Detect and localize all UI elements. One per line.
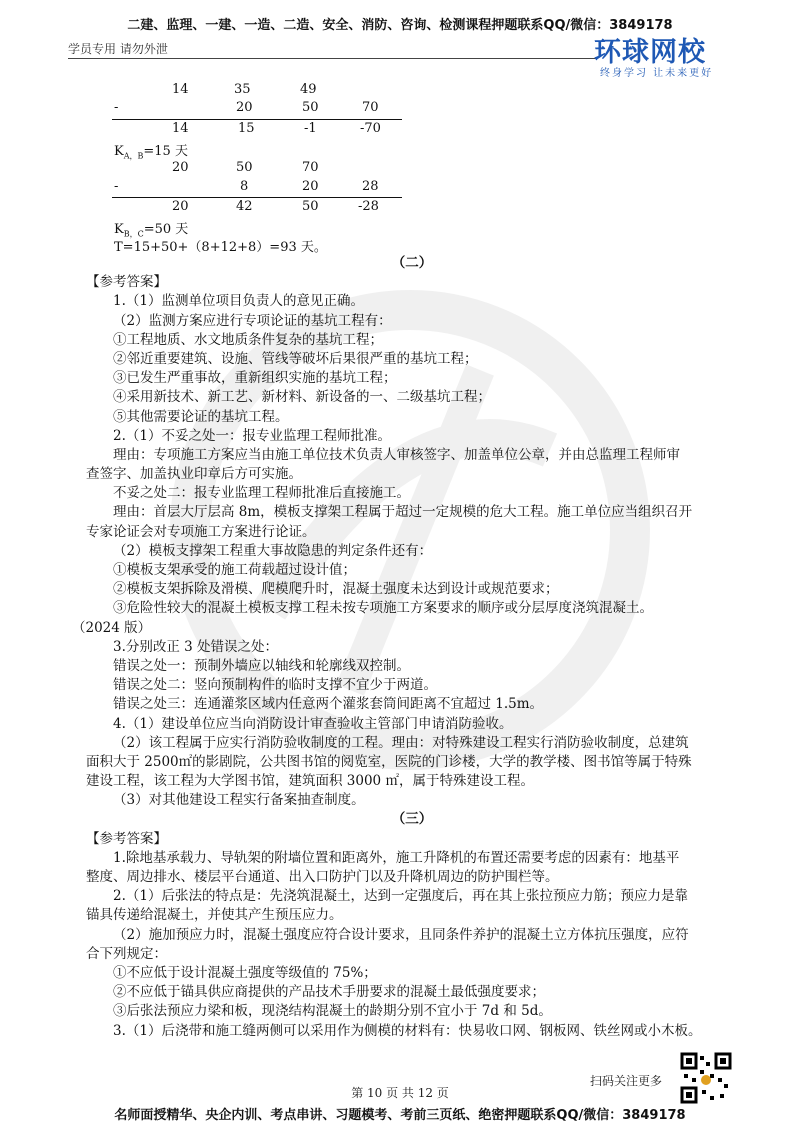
- calc-cell: -1: [304, 121, 317, 136]
- calc-cell: 8: [240, 179, 249, 194]
- calc-cell: 70: [302, 160, 319, 175]
- total-duration: T=15+50+（8+12+8）=93 天。: [114, 240, 327, 255]
- k-value: =50 天: [143, 222, 189, 237]
- calc-cell: 20: [172, 160, 189, 175]
- text-line: ③已发生严重事故，重新组织实施的基坑工程；: [113, 370, 397, 387]
- text-line: （2）施加预应力时，混凝土强度应符合设计要求，且同条件养护的混凝土立方体抗压强度，应符: [113, 926, 689, 943]
- text-line: 【参考答案】: [86, 830, 167, 847]
- calc-rule: [112, 119, 402, 120]
- footer-contact: 名师面授精华、央企内训、考点串讲、习题模考、考前三页纸、绝密押题联系QQ/微信：3849178: [114, 1108, 686, 1123]
- text-line: 错误之处二：竖向预制构件的临时支撑不宜少于两道。: [113, 677, 437, 694]
- text-line: ⑤其他需要论证的基坑工程。: [113, 408, 289, 425]
- text-line: 2.（1）后张法的特点是：先浇筑混凝土，达到一定强度后，再在其上张拉预应力筋；预应力是靠: [113, 888, 688, 905]
- k-subscript: A，B: [123, 151, 144, 161]
- calc-cell: 20: [172, 199, 189, 214]
- text-line: 合下列规定：: [86, 945, 167, 962]
- text-line: 3.分别改正 3 处错误之处：: [113, 638, 279, 655]
- text-line: 【参考答案】: [86, 274, 167, 291]
- calc-cell: -: [114, 100, 119, 115]
- calc-cell: 15: [238, 121, 255, 136]
- text-line: （2）该工程属于应实行消防验收制度的工程。理由：对特殊建设工程实行消防验收制度，总建筑: [113, 734, 689, 751]
- text-line: 理由：首层大厅层高 8m，模板支撑架工程属于超过一定规模的危大工程。施工单位应当组织召开: [113, 504, 693, 521]
- text-line: ①不应低于设计混凝土强度等级值的 75%；: [113, 964, 377, 981]
- page-number: 第 10 页 共 12 页: [351, 1086, 449, 1100]
- logo-slogan: 终身学习 让未来更好: [600, 68, 714, 79]
- calc-cell: 20: [302, 179, 319, 194]
- text-line: 错误之处三：连通灌浆区域内任意两个灌浆套筒间距离不宜超过 1.5m。: [113, 696, 544, 713]
- calc-cell: -28: [358, 199, 379, 214]
- calc-cell: 50: [236, 160, 253, 175]
- calc-cell: 50: [302, 100, 319, 115]
- text-line: 错误之处一：预制外墙应以轴线和轮廓线双控制。: [113, 657, 410, 674]
- calc-cell: 70: [362, 100, 379, 115]
- header-notice: 学员专用 请勿外泄: [68, 42, 168, 56]
- text-line: ①模板支架承受的施工荷载超过设计值；: [113, 562, 356, 578]
- text-line: 面积大于 2500㎡的影剧院，公共图书馆的阅览室，医院的门诊楼，大学的教学楼、图书馆等属于特殊: [86, 753, 692, 770]
- header-contact: 二建、监理、一建、一造、二造、安全、消防、咨询、检测课程押题联系QQ/微信：3849178: [127, 18, 673, 33]
- text-line: （2）模板支撑架工程重大事故隐患的判定条件还有：: [113, 542, 433, 559]
- text-line: 4.（1）建设单位应当向消防设计审查验收主管部门申请消防验收。: [113, 715, 513, 732]
- calc-cell: 28: [362, 179, 379, 194]
- text-line: 1.除地基承载力、导轨架的附墙位置和距离外，施工升降机的布置还需要考虑的因素有：地基平: [113, 849, 680, 866]
- text-line: （2024 版）: [72, 619, 152, 636]
- text-line: ②不应低于锚具供应商提供的产品技术手册要求的混凝土最低强度要求；: [113, 984, 545, 1001]
- k-subscript: B，C: [123, 229, 144, 239]
- calc-cell: 14: [172, 121, 189, 136]
- calc-cell: 14: [172, 82, 189, 97]
- calc-cell: -: [114, 179, 119, 194]
- calc-cell: 49: [300, 82, 317, 97]
- text-line: 专家论证会对专项施工方案进行论证。: [86, 523, 316, 540]
- text-line: （3）对其他建设工程实行备案抽查制度。: [113, 792, 365, 809]
- text-line: （2）监测方案应进行专项论证的基坑工程有：: [113, 312, 392, 329]
- text-line: 2.（1）不妥之处一：报专业监理工程师批准。: [113, 427, 391, 444]
- text-line: 查签字、加盖执业印章后方可实施。: [86, 466, 302, 483]
- text-line: ①工程地质、水文地质条件复杂的基坑工程；: [113, 331, 383, 348]
- answer-text: [72, 254, 738, 1041]
- qr-caption: 扫码关注更多: [590, 1074, 663, 1088]
- calc-cell: 35: [234, 82, 251, 97]
- text-line: ④采用新技术、新工艺、新材料、新设备的一、二级基坑工程；: [113, 389, 491, 406]
- text-line: 3.（1）后浇带和施工缝两侧可以采用作为侧模的材料有：快易收口网、钢板网、铁丝网或小木板。: [113, 1022, 702, 1039]
- calc-rule: [112, 197, 402, 198]
- k-value: =15 天: [143, 144, 188, 159]
- text-line: 锚具传递给混凝土，并使其产生预压应力。: [86, 907, 343, 924]
- section-heading: （二）: [391, 255, 433, 271]
- text-line: 1.（1）监测单位项目负责人的意见正确。: [113, 293, 364, 310]
- calc-cell: 42: [236, 199, 253, 214]
- calculation-block: [0, 0, 800, 260]
- section-heading: （三）: [391, 811, 433, 828]
- text-line: 建设工程，该工程为大学图书馆，建筑面积 3000 ㎡，属于特殊建设工程。: [86, 773, 534, 790]
- k-symbol: K: [114, 144, 124, 159]
- k-ab-result: [114, 140, 188, 162]
- text-line: ③危险性较大的混凝土模板支撑工程未按专项施工方案要求的顺序或分层厚度浇筑混凝土。: [113, 600, 653, 617]
- calc-cell: -70: [360, 121, 381, 136]
- text-line: ②模板支架拆除及滑模、爬模爬升时，混凝土强度未达到设计或规范要求；: [113, 581, 559, 598]
- calc-cell: 20: [236, 100, 253, 115]
- text-line: ②邻近重要建筑、设施、管线等破坏后果很严重的基坑工程；: [113, 350, 478, 367]
- k-symbol: K: [114, 222, 124, 237]
- text-line: 不妥之处二：报专业监理工程师批准后直接施工。: [113, 485, 410, 502]
- text-line: ③后张法预应力梁和板，现浇结构混凝土的龄期分别不宜小于 7d 和 5d。: [113, 1003, 552, 1020]
- calc-cell: 50: [302, 199, 319, 214]
- logo-wordmark: 环球网校: [594, 37, 706, 68]
- text-line: 整度、周边排水、楼层平台通道、出入口防护门以及升降机周边的防护围栏等。: [86, 869, 559, 885]
- text-line: 理由：专项施工方案应当由施工单位技术负责人审核签字、加盖单位公章，并由总监理工程师审: [113, 446, 680, 463]
